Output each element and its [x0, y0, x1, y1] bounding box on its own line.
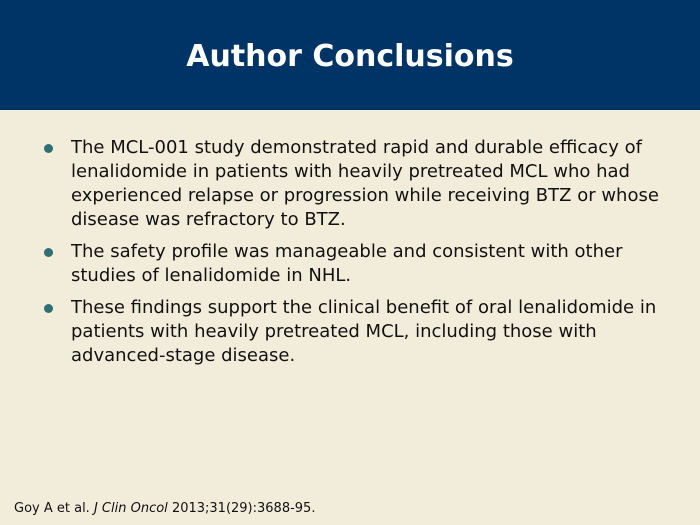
bullet-text: These findings support the clinical benefit of oral lenalidomide in patients with heavily pretreated MCL, including those with advanced-stage disease. [71, 297, 657, 366]
bullet-text: The safety profile was manageable and consistent with other studies of lenalidomide in NHL. [71, 241, 623, 286]
bullet-text: The MCL-001 study demonstrated rapid and durable efficacy of lenalidomide in patients with heavily pretreated MCL who had experienced relapse or progression while receiving BTZ or whose disease was refractory to BTZ. [71, 137, 659, 230]
citation [14, 500, 315, 518]
citation-details: 2013;31(29):3688-95. [171, 501, 316, 516]
bullet-item [0, 136, 700, 232]
citation-journal: J Clin Oncol [93, 501, 168, 516]
bullet-item [0, 296, 700, 368]
slide-title: Author Conclusions [186, 39, 514, 74]
bullet-icon [44, 144, 53, 153]
bullet-icon [44, 304, 53, 313]
conclusions-list [0, 136, 700, 376]
bullet-item [0, 240, 700, 288]
bullet-icon [44, 248, 53, 257]
citation-authors: Goy A et al. [14, 501, 90, 516]
title-banner [0, 0, 700, 110]
